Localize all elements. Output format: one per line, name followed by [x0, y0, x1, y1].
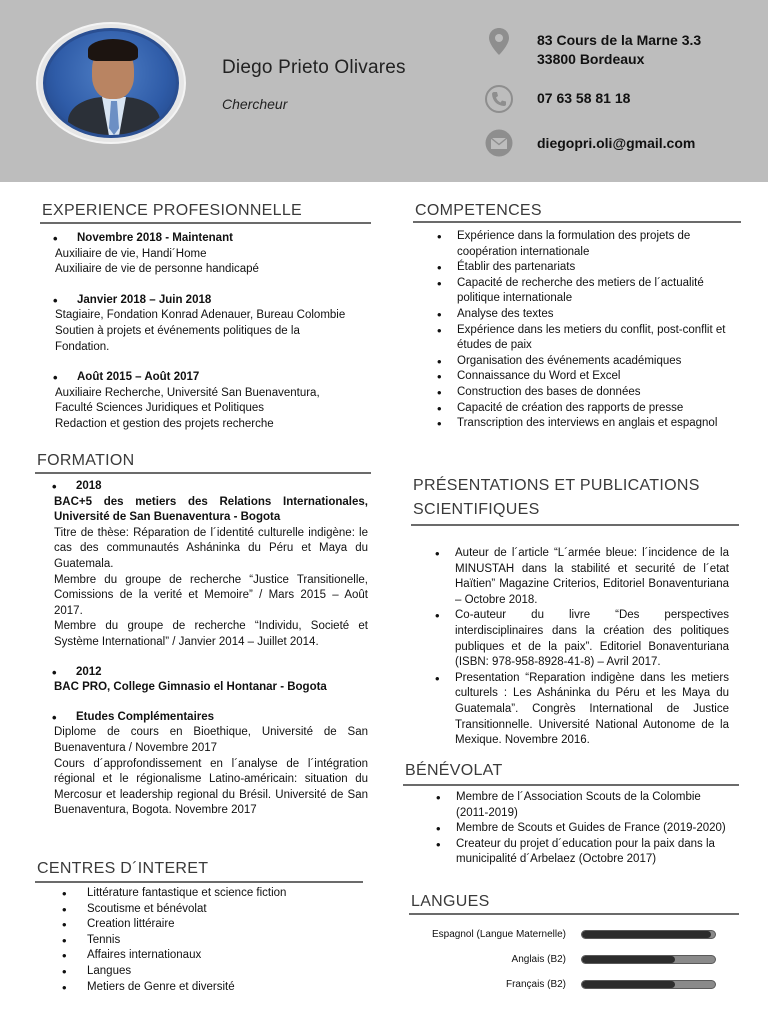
experience-line: Faculté Sciences Juridiques et Politiques — [55, 402, 265, 415]
interet-item: • Creation littéraire — [62, 917, 352, 933]
formation-item — [54, 479, 368, 651]
experience-date: • Août 2015 – Août 2017 — [55, 370, 375, 386]
publications-rule — [411, 524, 739, 526]
experience-line: Auxiliaire de vie de personne handicapé — [55, 263, 259, 276]
language-level-fill — [582, 981, 675, 988]
publications-list — [435, 546, 729, 749]
experience-list — [55, 231, 375, 448]
experience-line: Auxiliaire Recherche, Université San Buenaventura, — [55, 386, 320, 399]
competence-item: • Établir des partenariats — [437, 260, 732, 276]
language-level-fill — [582, 931, 711, 938]
competence-item: • Expérience dans les metiers du conflit, post-conflit et études de paix — [437, 323, 732, 354]
interets-list — [62, 886, 352, 995]
formation-title: FORMATION — [37, 452, 135, 469]
interet-item: • Littérature fantastique et science fiction — [62, 886, 352, 902]
experience-rule — [40, 222, 371, 224]
phone-icon — [484, 84, 514, 114]
formation-list — [54, 479, 368, 834]
address-line-2: 33800 Bordeaux — [537, 51, 645, 67]
experience-date: • Janvier 2018 – Juin 2018 — [55, 293, 375, 309]
profile-photo — [43, 28, 179, 138]
language-level-bar — [581, 980, 716, 989]
language-level-fill — [582, 956, 675, 963]
formation-detail: Membre du groupe de recherche “Individu, Societé et Système International” / Janvier 2014 – Juillet 2014. — [54, 620, 368, 648]
formation-item — [54, 710, 368, 819]
interet-item: • Metiers de Genre et diversité — [62, 980, 352, 996]
experience-line: Auxiliaire de vie, Handi´Home — [55, 247, 207, 260]
formation-degree: BAC+5 des metiers des Relations Internationales, Université de San Buenaventura - Bogota — [54, 495, 368, 524]
experience-title: EXPERIENCE PROFESIONNELLE — [42, 202, 303, 219]
publications-title-line-1: PRÉSENTATIONS ET PUBLICATIONS — [413, 477, 700, 494]
experience-line: Fondation. — [55, 340, 110, 353]
formation-degree: BAC PRO, College Gimnasio el Hontanar - Bogota — [54, 681, 327, 694]
langues-title: LANGUES — [411, 893, 490, 910]
language-label: Espagnol (Langue Maternelle) — [432, 929, 566, 940]
language-level-bar — [581, 930, 716, 939]
benevolat-title: BÉNÉVOLAT — [405, 762, 503, 779]
competence-item: • Capacité de création des rapports de presse — [437, 401, 732, 417]
formation-date: • 2012 — [54, 665, 368, 681]
competences-title: COMPETENCES — [415, 202, 542, 219]
formation-item — [54, 665, 368, 696]
competence-item: • Expérience dans la formulation des projets de coopération internationale — [437, 229, 732, 260]
benevolat-item: • Createur du projet d´education pour la paix dans la municipalité d´Arbelaez (Octobre 2017) — [436, 837, 730, 868]
phone-number[interactable]: 07 63 58 81 18 — [537, 90, 631, 106]
interet-item: • Langues — [62, 964, 352, 980]
address-line-1: 83 Cours de la Marne 3.3 — [537, 32, 702, 48]
interet-item: • Affaires internationaux — [62, 948, 352, 964]
location-pin-icon — [484, 26, 514, 56]
competence-item: • Capacité de recherche des metiers de l´actualité politique internationale — [437, 276, 732, 307]
formation-detail: Membre du groupe de recherche “Justice Transitionelle, Comissions de la verité et Memoire” / Mars 2015 – Août 2017. — [54, 573, 368, 617]
publication-item: • Presentation “Reparation indigène dans les metiers culturels : Les Asháninka du Péru et les Maya du Guatemala”. Congrès International de Justice Transitionnelle. Université National Autonome de la Mexique. Novembre 2016. — [435, 671, 729, 749]
competence-item: • Construction des bases de données — [437, 385, 732, 401]
interets-title: CENTRES D´INTERET — [37, 860, 209, 877]
interet-item: • Scoutisme et bénévolat — [62, 902, 352, 918]
language-label: Anglais (B2) — [511, 954, 566, 965]
formation-detail: Titre de thèse: Réparation de l´identité culturelle indigène: le cas des communautés Asháninka du Péru et Maya du Guatemala. — [54, 526, 368, 570]
formation-date: • Etudes Complémentaires — [54, 710, 368, 726]
publications-title-line-2: SCIENTIFIQUES — [413, 501, 540, 518]
experience-date: • Novembre 2018 - Maintenant — [55, 231, 375, 247]
experience-line: Stagiaire, Fondation Konrad Adenauer, Bureau Colombie — [55, 309, 346, 322]
publication-item: • Auteur de l´article “L´armée bleue: l´incidence de la MINUSTAH dans la stabilité et securité de l´etat Haïtien” Magazine Criterios, Editoriel Bonaventuriana – Octobre 2018. — [435, 546, 729, 608]
language-label: Français (B2) — [505, 979, 566, 990]
experience-item — [55, 370, 375, 432]
competences-rule — [413, 221, 741, 223]
competences-list — [437, 229, 732, 432]
candidate-name: Diego Prieto Olivares — [222, 57, 406, 78]
publication-item: • Co-auteur du livre “Des perspectives interdisciplinaires dans la création des politiques publiques et de la paix”. Editoriel Bonaventuriana (ISBN: 978-958-8928-41-8) – Avril 2017. — [435, 608, 729, 670]
competence-item: • Connaissance du Word et Excel — [437, 369, 732, 385]
formation-date: • 2018 — [54, 479, 368, 495]
interets-rule — [35, 881, 363, 883]
langues-rule — [409, 913, 739, 915]
experience-item — [55, 231, 375, 278]
email-address[interactable]: diegopri.oli@gmail.com — [537, 135, 696, 151]
competence-item: • Organisation des événements académiques — [437, 354, 732, 370]
benevolat-rule — [403, 784, 739, 786]
competence-item: • Analyse des textes — [437, 307, 732, 323]
interet-item: • Tennis — [62, 933, 352, 949]
formation-degree: Diplome de cours en Bioethique, Université de San Buenaventura / Novembre 2017 — [54, 726, 368, 754]
benevolat-list — [436, 790, 730, 868]
formation-detail: Cours d´approfondissement en l´analyse de l´intégration régional et le régionalisme Latino-américain: situation du Mercosur et leadership regional du Brésil. Université de San Buenaventura, Bogota. Novembre 2017 — [54, 757, 368, 817]
competence-item: • Transcription des interviews en anglais et espagnol — [437, 416, 732, 432]
mail-icon — [484, 128, 514, 158]
benevolat-item: • Membre de l´Association Scouts de la Colombie (2011-2019) — [436, 790, 730, 821]
experience-line: Redaction et gestion des projets recherche — [55, 417, 274, 430]
experience-line: Soutien à projets et événements politiques de la — [55, 324, 300, 337]
formation-rule — [35, 472, 371, 474]
experience-item — [55, 293, 375, 355]
language-level-bar — [581, 955, 716, 964]
benevolat-item: • Membre de Scouts et Guides de France (2019-2020) — [436, 821, 730, 837]
candidate-role: Chercheur — [222, 96, 288, 112]
